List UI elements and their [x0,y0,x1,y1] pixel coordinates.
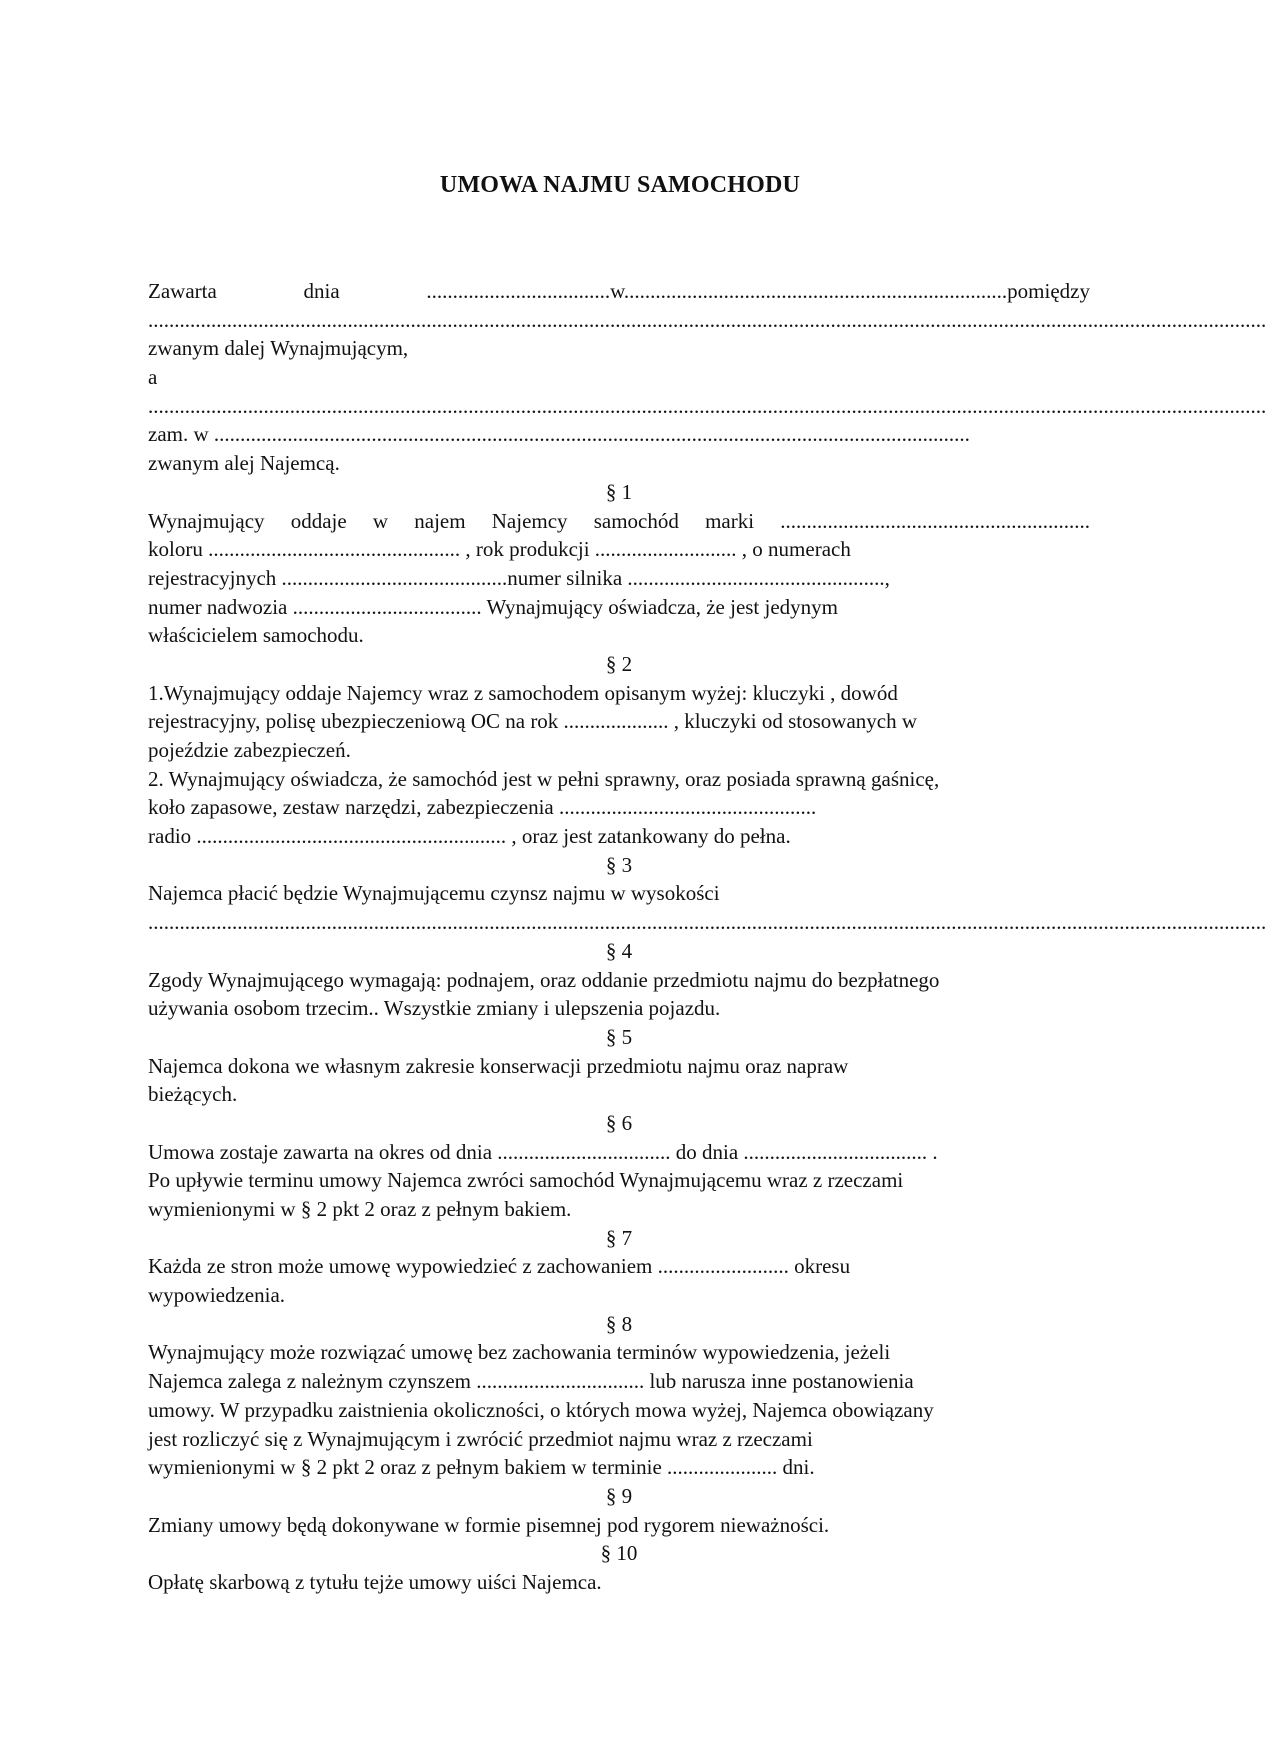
text-line: Najemca zalega z należnym czynszem ................................ lub narusza inne postanowienia [148,1369,914,1394]
text-line: Po upływie terminu umowy Najemca zwróci samochód Wynajmującemu wraz z rzeczami [148,1168,904,1193]
section-heading: § 2 [605,651,633,676]
section-heading: § 1 [605,479,633,504]
text-line: 1.Wynajmujący oddaje Najemcy wraz z samochodem opisanym wyżej: kluczyki , dowód [148,680,898,705]
text-line: radio ........................................................... , oraz jest zatankowany do pełna. [148,824,791,849]
section-heading: § 9 [605,1483,633,1508]
text-line: numer nadwozia .................................... Wynajmujący oświadcza, że jest jedynym [148,594,839,619]
section-heading: § 10 [600,1541,638,1566]
text-line: używania osobom trzecim.. Wszystkie zmiany i ulepszenia pojazdu. [148,996,721,1021]
text-line: Zmiany umowy będą dokonywane w formie pisemnej pod rygorem nieważności. [148,1512,830,1537]
text-line: Zgody Wynajmującego wymagają: podnajem, oraz oddanie przedmiotu najmu do bezpłatnego [148,967,940,992]
text-line: Opłatę skarbową z tytułu tejże umowy uiści Najemca. [148,1569,602,1594]
text-line: rejestracyjnych ...........................................numer silnika ................................................., [148,565,890,590]
text-line: Wynajmujący może rozwiązać umowę bez zachowania terminów wypowiedzenia, jeżeli [148,1340,891,1365]
document-title: UMOWA NAJMU SAMOCHODU [439,172,801,198]
text-line: umowy. W przypadku zaistnienia okoliczności, o których mowa wyżej, Najemca obowiązany [148,1397,934,1422]
section-heading: § 5 [605,1024,633,1049]
text-line: rejestracyjny, polisę ubezpieczeniową OC na rok .................... , kluczyki od stosowanych w [148,709,918,734]
text-line: wymienionymi w § 2 pkt 2 oraz z pełnym bakiem. [148,1197,572,1221]
document-body [148,277,1266,1597]
text-line: właścicielem samochodu. [148,623,364,648]
text-line: ..................................................................................................................................................................................................................... [148,307,1266,332]
text-line: ..................................................................................................................................................................................................................... [148,910,1266,935]
text-line: Najemca dokona we własnym zakresie konserwacji przedmiotu najmu oraz napraw [148,1053,849,1078]
section-heading: § 4 [605,938,633,963]
text-line: zwanym dalej Wynajmującym, [148,336,409,361]
text-line: koloru ................................................ , rok produkcji ........................... , o numerach [148,537,851,562]
text-line: Każda ze stron może umowę wypowiedzieć z zachowaniem ......................... okresu [148,1254,851,1279]
text-line: ..................................................................................................................................................................................................................... [148,393,1266,418]
section-heading: § 8 [605,1311,633,1336]
text-line: Wynajmujący oddaje w najem Najemcy samochód marki ........................................................... [148,508,1090,533]
text-line: 2. Wynajmujący oświadcza, że samochód jest w pełni sprawny, oraz posiada sprawną gaśnicę, [148,766,940,791]
section-heading: § 6 [605,1110,633,1135]
text-line: zwanym alej Najemcą. [148,451,340,476]
text-line: zam. w ................................................................................................................................................ [148,422,970,447]
text-line: bieżących. [148,1082,238,1107]
text-line: wymienionymi w § 2 pkt 2 oraz z pełnym bakiem w terminie ..................... dni. [148,1455,815,1480]
text-line: wypowiedzenia. [148,1283,286,1308]
section-heading: § 3 [605,852,633,877]
text-line: a [148,365,158,390]
text-line: pojeździe zabezpieczeń. [148,738,351,762]
text-line: Najemca płacić będzie Wynajmującemu czynsz najmu w wysokości [148,881,720,906]
text-line: Zawarta dnia ...................................w.........................................................................pomiędzy [148,279,1090,303]
text-line: jest rozliczyć się z Wynajmującym i zwrócić przedmiot najmu wraz z rzeczami [148,1426,813,1451]
section-heading: § 7 [605,1225,633,1250]
text-line: koło zapasowe, zestaw narzędzi, zabezpieczenia ................................................. [148,795,817,820]
text-line: Umowa zostaje zawarta na okres od dnia ................................. do dnia ................................... . [148,1139,938,1164]
